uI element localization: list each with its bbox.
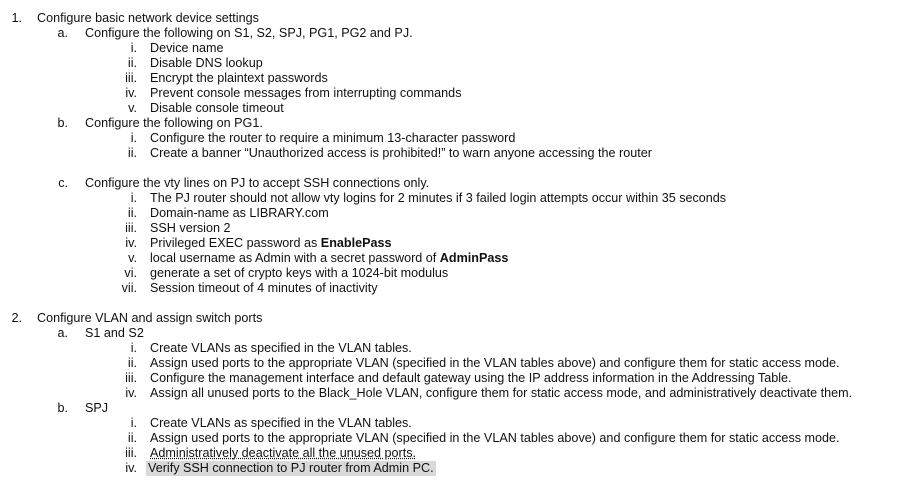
list-roman: ii. bbox=[127, 206, 137, 220]
list-roman: iii. bbox=[125, 71, 137, 85]
list-roman: iv. bbox=[125, 86, 137, 100]
list-item-text: Configure the router to require a minimum 13-character password bbox=[150, 131, 516, 145]
list-roman: ii. bbox=[127, 431, 137, 445]
list-item-text: Prevent console messages from interrupting commands bbox=[150, 86, 462, 100]
list-number: 1. bbox=[11, 11, 22, 25]
list-item-text: Domain-name as LIBRARY.com bbox=[150, 206, 329, 220]
section-2-title: Configure VLAN and assign switch ports bbox=[37, 311, 263, 325]
list-roman: iv. bbox=[125, 236, 137, 250]
list-item-text bbox=[150, 251, 508, 266]
list-item-text: Administratively deactivate all the unused ports. bbox=[150, 446, 417, 460]
list-roman: i. bbox=[130, 416, 137, 430]
list-item-text: The PJ router should not allow vty logins for 2 minutes if 3 failed login attempts occur within 35 seconds bbox=[150, 191, 727, 205]
list-roman: i. bbox=[130, 341, 137, 355]
list-letter: a. bbox=[57, 326, 68, 340]
list-letter: a. bbox=[57, 26, 68, 40]
list-item-text: Disable console timeout bbox=[150, 101, 284, 115]
list-item-text bbox=[150, 236, 392, 251]
item-1b-text: Configure the following on PG1. bbox=[85, 116, 263, 130]
list-letter: c. bbox=[58, 176, 68, 190]
list-item-text-pre: Privileged EXEC password as bbox=[150, 236, 321, 250]
list-item-text: Create VLANs as specified in the VLAN tables. bbox=[150, 416, 412, 430]
item-1c-text: Configure the vty lines on PJ to accept SSH connections only. bbox=[85, 176, 430, 190]
list-item-text: Create a banner “Unauthorized access is prohibited!” to warn anyone accessing the router bbox=[150, 146, 652, 160]
list-item-text: generate a set of crypto keys with a 1024-bit modulus bbox=[150, 266, 449, 280]
list-roman: iii. bbox=[125, 221, 137, 235]
list-roman: vii. bbox=[121, 281, 137, 295]
list-item-text: SSH version 2 bbox=[150, 221, 231, 235]
list-item-text: Configure the management interface and default gateway using the IP address information in the Addressing Table. bbox=[150, 371, 792, 385]
list-roman: iii. bbox=[125, 371, 137, 385]
list-item-text: Assign used ports to the appropriate VLAN (specified in the VLAN tables above) and configure them for static access mode. bbox=[150, 431, 840, 445]
selected-text[interactable]: Verify SSH connection to PJ router from Admin PC. bbox=[148, 461, 434, 475]
item-2a-text: S1 and S2 bbox=[85, 326, 144, 340]
list-roman: ii. bbox=[127, 146, 137, 160]
section-1-title: Configure basic network device settings bbox=[37, 11, 259, 25]
list-letter: b. bbox=[57, 401, 68, 415]
enable-password-value: EnablePass bbox=[320, 236, 392, 250]
list-roman: i. bbox=[130, 41, 137, 55]
list-item-text-pre: local username as Admin with a secret password of bbox=[150, 251, 440, 265]
list-roman: iv. bbox=[125, 386, 137, 400]
list-item-text: Session timeout of 4 minutes of inactivity bbox=[150, 281, 378, 295]
list-number: 2. bbox=[11, 311, 22, 325]
list-item-text: Encrypt the plaintext passwords bbox=[150, 71, 328, 85]
list-roman: v. bbox=[128, 101, 137, 115]
list-roman: iv. bbox=[125, 461, 137, 475]
list-roman: ii. bbox=[127, 356, 137, 370]
list-roman: i. bbox=[130, 191, 137, 205]
list-letter: b. bbox=[57, 116, 68, 130]
list-roman: ii. bbox=[127, 56, 137, 70]
list-item-text: Assign all unused ports to the Black_Hole VLAN, configure them for static access mode, and administratively deactivate them. bbox=[150, 386, 853, 400]
list-roman: i. bbox=[130, 131, 137, 145]
list-roman: iii. bbox=[125, 446, 137, 460]
list-roman: v. bbox=[128, 251, 137, 265]
item-1a-text: Configure the following on S1, S2, SPJ, PG1, PG2 and PJ. bbox=[85, 26, 413, 40]
list-item-text: Disable DNS lookup bbox=[150, 56, 263, 70]
admin-password-value: AdminPass bbox=[439, 251, 509, 265]
list-item-text: Create VLANs as specified in the VLAN tables. bbox=[150, 341, 412, 355]
list-item-text: Assign used ports to the appropriate VLAN (specified in the VLAN tables above) and configure them for static access mode. bbox=[150, 356, 840, 370]
item-2b-text: SPJ bbox=[85, 401, 109, 415]
list-item-text: Device name bbox=[150, 41, 224, 55]
list-roman: vi. bbox=[124, 266, 137, 280]
